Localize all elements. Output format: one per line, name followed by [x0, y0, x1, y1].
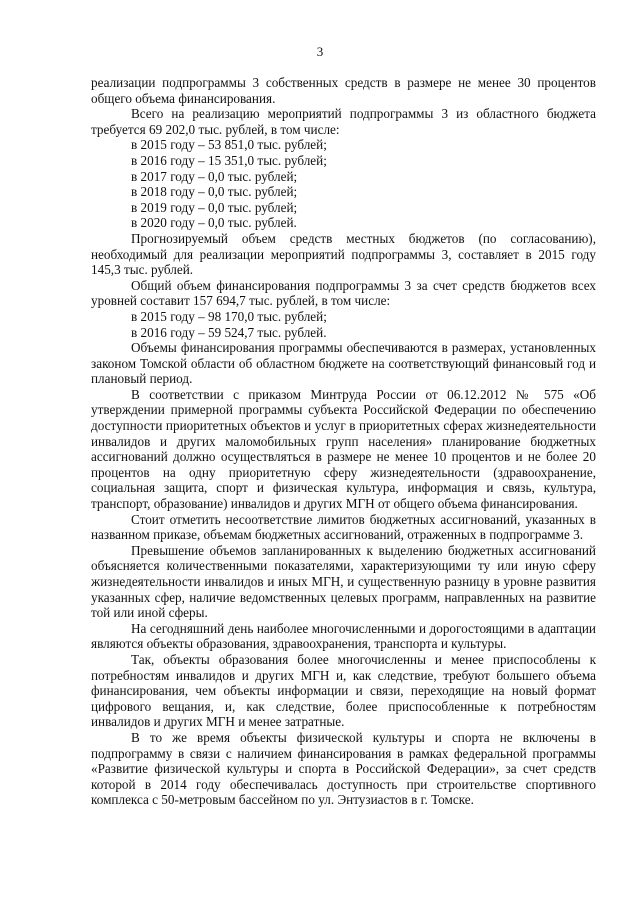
paragraph: На сегодняшний день наиболее многочисленными и дорогостоящими в адаптации являются объекты образования, здравоохранения, транспорта и культуры. — [91, 620, 596, 652]
list-item: в 2015 году – 98 170,0 тыс. рублей; — [131, 308, 327, 324]
paragraph: В то же время объекты физической культуры и спорта не включены в подпрограмму в связи с наличием финансирования в рамках федеральной программы «Развитие физической культуры и спорта в Российской Федерации», за счет средств которой в 2014 году обеспечивалась доступность при строительстве спортивного комплекса с 50-метровым бассейном по ул. Энтузиастов в г. Томске. — [91, 729, 596, 808]
list-item: в 2015 году – 53 851,0 тыс. рублей; — [131, 137, 327, 153]
list-item: в 2016 году – 15 351,0 тыс. рублей; — [131, 152, 327, 168]
list-item: в 2018 году – 0,0 тыс. рублей; — [131, 184, 298, 200]
list-item: в 2016 году – 59 524,7 тыс. рублей. — [131, 324, 327, 340]
list-item: в 2017 году – 0,0 тыс. рублей; — [131, 168, 298, 184]
paragraph: Превышение объемов запланированных к выделению бюджетных ассигнований объясняется количественными показателями, характеризующими ту или иную сферу жизнедеятельности инвалидов и иных МГН, и существенную разницу в уровне развития указанных сфер, наличие ведомственных целевых программ, направленных на развитие той или иной сферы. — [91, 542, 596, 621]
paragraph: Всего на реализацию мероприятий подпрограммы 3 из областного бюджета требуется 69 202,0 тыс. рублей, в том числе: — [91, 106, 596, 137]
paragraph: Прогнозируемый объем средств местных бюджетов (по согласованию), необходимый для реализации мероприятий подпрограммы 3, составляет в 2015 году 145,3 тыс. рублей. — [91, 230, 596, 278]
paragraph: реализации подпрограммы 3 собственных средств в размере не менее 30 процентов общего объема финансирования. — [91, 75, 596, 106]
page-number: 3 — [316, 44, 324, 59]
paragraph: В соответствии с приказом Минтруда России от 06.12.2012 № 575 «Об утверждении примерной программы субъекта Российской Федерации по обеспечению доступности приоритетных объектов и услуг в приоритетных сферах жизнедеятельности инвалидов и других маломобильных групп населения» планирование бюджетных ассигнований должно осуществляться в размере не менее 10 процентов и не более 20 процентов на одну приоритетную сферу жизнедеятельности (здравоохранение, социальная защита, спорт и физическая культура, информация и связь, культура, транспорт, образование) инвалидов и других МГН от общего объема финансирования. — [91, 386, 596, 512]
document-body — [91, 75, 596, 808]
paragraph: Стоит отметить несоответствие лимитов бюджетных ассигнований, указанных в названном приказе, объемам бюджетных ассигнований, отраженных в подпрограмме 3. — [91, 511, 596, 543]
paragraph: Общий объем финансирования подпрограммы 3 за счет средств бюджетов всех уровней составит 157 694,7 тыс. рублей, в том числе: — [91, 277, 596, 309]
paragraph: Объемы финансирования программы обеспечиваются в размерах, установленных законом Томской области об областном бюджете на соответствующий финансовый год и плановый период. — [91, 340, 596, 387]
list-item: в 2019 году – 0,0 тыс. рублей; — [131, 199, 298, 215]
list-item: в 2020 году – 0,0 тыс. рублей. — [131, 215, 297, 231]
paragraph: Так, объекты образования более многочисленны и менее приспособлены к потребностям инвалидов и других МГН и, как следствие, требуют большего объема финансирования, чем объекты информации и связи, переходящие на новый формат цифрового вещания, и, как следствие, более приспособленные к потребностям инвалидов и других МГН и менее затратные. — [91, 651, 596, 730]
